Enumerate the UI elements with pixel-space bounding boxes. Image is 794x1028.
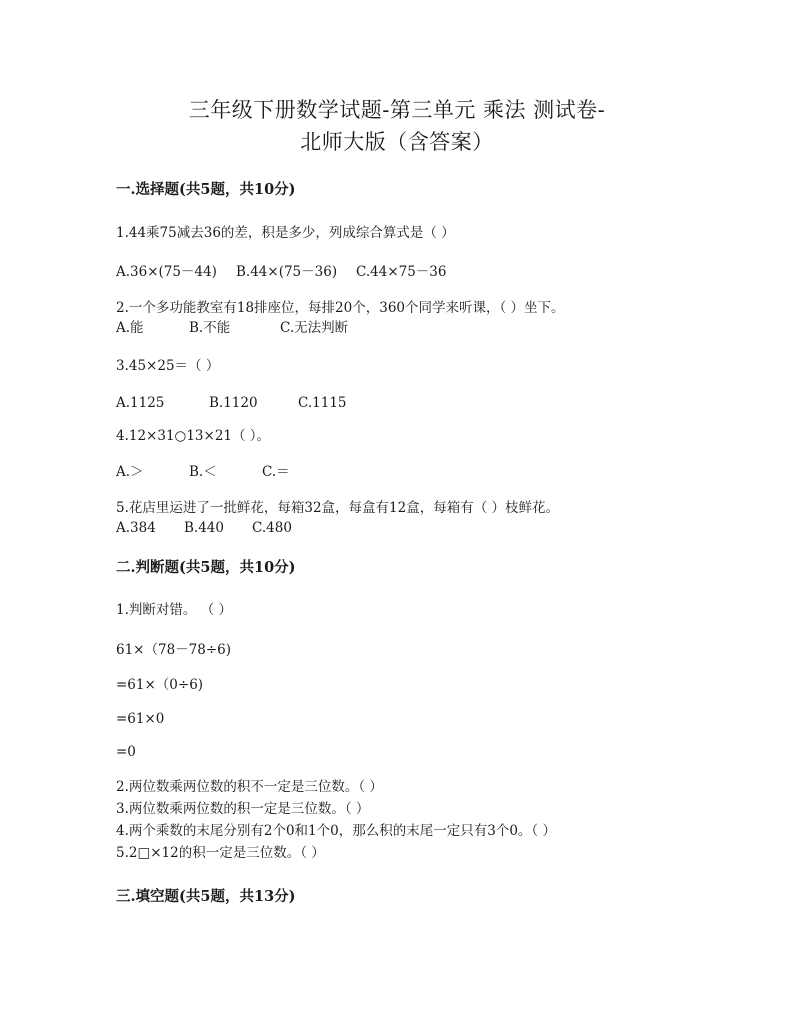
question-4-options (116, 462, 290, 482)
option-c: C.44×75－36 (356, 264, 447, 280)
judge-question-1-step-2: =61×（0÷6) (116, 677, 204, 693)
judge-question-1-step-3: =61×0 (116, 711, 165, 727)
option-b: B.44×(75－36) (236, 264, 338, 280)
document-title-line-2: 北师大版（含答案） (300, 130, 494, 154)
question-3-stem: 3.45×25＝（ ） (116, 358, 220, 374)
section-heading-fill-in: 三.填空题(共5题，共13分) (116, 888, 296, 905)
section-heading-choice: 一.选择题(共5题，共10分) (116, 181, 296, 198)
question-2-options (116, 318, 348, 338)
question-1-stem: 1.44乘75减去36的差，积是多少，列成综合算式是（ ） (116, 225, 455, 241)
option-c: C.无法判断 (280, 320, 349, 336)
judge-question-1-step-1: 61×（78－78÷6) (116, 642, 232, 658)
judge-question-2: 2.两位数乘两位数的积不一定是三位数。（ ） (116, 779, 383, 795)
option-b: B.440 (184, 520, 224, 536)
question-5-stem: 5.花店里运进了一批鲜花，每箱32盒，每盒有12盒，每箱有（ ）枝鲜花。 (116, 500, 560, 516)
question-5-options (116, 518, 292, 538)
question-3-options (116, 393, 347, 413)
option-a: A.36×(75－44) (116, 264, 217, 280)
section-heading-judgement: 二.判断题(共5题，共10分) (116, 559, 296, 576)
judge-question-1-step-4: =0 (116, 744, 136, 760)
option-b: B.不能 (189, 320, 231, 336)
option-a: A.384 (116, 520, 156, 536)
option-a: A.能 (116, 320, 144, 336)
question-1-options (116, 262, 447, 282)
judge-question-5: 5.2□×12的积一定是三位数。（ ） (116, 845, 325, 861)
option-c: C.480 (252, 520, 292, 536)
question-4-stem: 4.12×31○13×21（ ）。 (116, 428, 271, 444)
option-c: C.1115 (298, 395, 347, 411)
question-2-stem: 2.一个多功能教室有18排座位，每排20个，360个同学来听课，（ ）坐下。 (116, 300, 565, 316)
judge-question-3: 3.两位数乘两位数的积一定是三位数。（ ） (116, 801, 370, 817)
option-c: C.＝ (262, 464, 290, 480)
option-b: B.1120 (209, 395, 258, 411)
judge-question-1-stem: 1.判断对错。 （ ） (116, 602, 232, 618)
option-b: B.＜ (189, 464, 217, 480)
option-a: A.1125 (116, 395, 165, 411)
judge-question-4: 4.两个乘数的末尾分别有2个0和1个0，那么积的末尾一定只有3个0。（ ） (116, 823, 556, 839)
option-a: A.＞ (116, 464, 144, 480)
document-title-line-1: 三年级下册数学试题-第三单元 乘法 测试卷- (188, 98, 606, 122)
